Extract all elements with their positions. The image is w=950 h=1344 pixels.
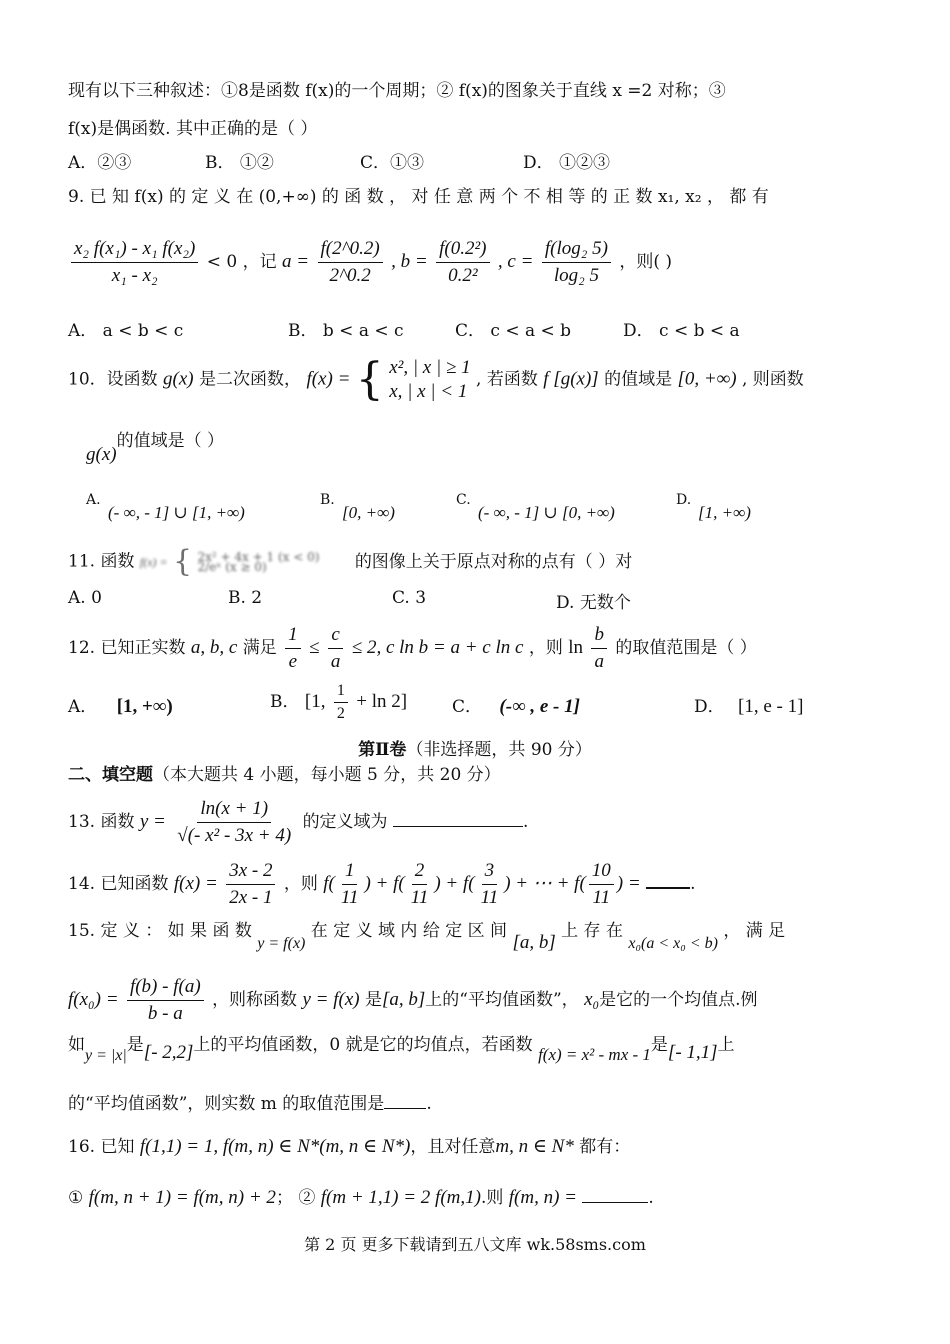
q9-c-label: , c = bbox=[497, 251, 534, 272]
q16-eq2: f(m + 1,1) = 2 f(m,1) bbox=[320, 1187, 481, 1208]
q15-line2-d: 是它的一个均值点.例 bbox=[599, 990, 758, 1010]
q10-option-d-label: D. bbox=[676, 492, 692, 508]
q14-d10: 11 bbox=[592, 887, 611, 908]
q10-option-b-label: B. bbox=[320, 492, 335, 508]
q12-option-a bbox=[68, 692, 173, 718]
q16-circle-1: ① bbox=[68, 1188, 84, 1208]
q12-option-c-label: C． bbox=[452, 697, 483, 717]
q14-answer-blank[interactable] bbox=[646, 869, 690, 889]
q12-cond2: ≤ 2, c ln b = a + c ln c bbox=[351, 637, 524, 658]
q12-f1-den: e bbox=[288, 651, 298, 672]
q14-eq: ) = bbox=[616, 873, 641, 894]
q9-option-b: B． b < a < c bbox=[288, 321, 404, 341]
q10-range: [0, +∞) bbox=[677, 368, 737, 390]
q12-option-b bbox=[270, 682, 407, 723]
q13-line: 13. 函数 y = $\frac{\ln(x + 1)}{\text{√(- x² - 3x + 4)}}$ 的定义域为 . bbox=[68, 798, 529, 846]
q14-plus-1: ) + f( bbox=[364, 873, 405, 894]
q8-line1: 现有以下三种叙述：①8是函数 f(x)的一个周期；② f(x)的图象关于直线 x =2 对称；③ bbox=[68, 81, 726, 101]
q12-option-c bbox=[452, 692, 580, 718]
q14-d1: 11 bbox=[340, 887, 359, 908]
q9-line1: 9. 已 知 f(x) 的 定 义 在 (0,+∞) 的 函 数 ， 对 任 意 两 个 不 相 等 的 正 数 x₁, x₂ ， 都 有 bbox=[68, 187, 769, 207]
q9-cond-tail: < 0 ，记 bbox=[206, 252, 277, 272]
q15-line3-d: 是 bbox=[650, 1035, 668, 1055]
q12-cond: 满足 bbox=[242, 638, 277, 658]
q10-then: , 则函数 bbox=[741, 369, 804, 390]
q12-f2-den: a bbox=[330, 651, 341, 672]
q15-int1: [- 2,2] bbox=[143, 1042, 194, 1063]
q14-d3: 11 bbox=[480, 887, 499, 908]
q10-after: , 若函数 bbox=[476, 369, 538, 390]
q9-b-label: , b = bbox=[391, 251, 428, 272]
q15-line2-a: ，则称函数 bbox=[212, 990, 298, 1010]
q15-line1 bbox=[68, 920, 882, 960]
page-footer: 第 2 页 更多下载请到五八文库 wk.58sms.com bbox=[304, 1235, 646, 1254]
q12-ln: ln bbox=[568, 637, 584, 658]
q8-option-c: C．①③ bbox=[360, 153, 425, 173]
q15-ab-2: [a, b] bbox=[382, 989, 426, 1010]
q10-mid: 是二次函数， bbox=[199, 369, 302, 390]
q14-line: 14. 已知函数 f(x) = $\frac{3x - 2}{2x - 1}$ ，则 f( $\frac{1}{11}$ ) + f( $\frac{2}{11}$ ) + f( $\frac{3}{11}$ ) + ⋯ + f( $\frac{10}{11}$ ) = . bbox=[68, 860, 696, 908]
q10-brace: { bbox=[355, 354, 384, 405]
part2-subtitle: （非选择题，共 90 分） bbox=[406, 740, 592, 760]
q10-case1: x², | x | ≥ 1 bbox=[389, 357, 471, 378]
q13-tail: 的定义域为 bbox=[302, 812, 388, 832]
q9-a-fraction bbox=[318, 238, 383, 287]
q15-line2-c: 上的“平均值函数”， bbox=[425, 990, 579, 1010]
q12-le: ≤ bbox=[309, 637, 320, 658]
q15-x0: x₀(a < x₀ < b) bbox=[628, 935, 718, 952]
q9-b-fraction bbox=[436, 238, 489, 287]
q14-d2: 11 bbox=[410, 887, 429, 908]
q16-answer-blank[interactable] bbox=[582, 1184, 648, 1203]
q10-option-b: [0, +∞) bbox=[342, 503, 395, 522]
q9-cond-den: x₁ - x₂ bbox=[111, 265, 158, 286]
q13-y: y = bbox=[139, 811, 166, 832]
q12-f3-den: a bbox=[594, 651, 604, 672]
q9-a-num: f(2^0.2) bbox=[318, 238, 383, 263]
q11-option-c: C. 3 bbox=[392, 588, 427, 608]
q11-lead: 11. 函数 bbox=[68, 551, 135, 572]
q15-line4: 的“平均值函数”，则实数 m 的取值范围是 . bbox=[68, 1090, 882, 1115]
q15-fx0: f(x₀) = bbox=[68, 989, 119, 1010]
q12-f1-num: 1 bbox=[285, 624, 301, 649]
q15-line4-text: 的“平均值函数”，则实数 m 的取值范围是 bbox=[68, 1094, 385, 1114]
q12-option-a-value: [1, +∞) bbox=[116, 696, 173, 717]
q12-then: ，则 bbox=[528, 638, 563, 658]
q8-line2: f(x)是偶函数. 其中正确的是（ ） bbox=[68, 119, 318, 139]
q10-line1 bbox=[68, 356, 882, 412]
q9-line2 bbox=[68, 238, 882, 294]
q12-fraction-3 bbox=[591, 624, 607, 673]
q9-c-den: log₂ 5 bbox=[553, 265, 599, 286]
q16-line1-b: ，且对任意 bbox=[410, 1137, 496, 1157]
q15-answer-blank[interactable] bbox=[384, 1090, 426, 1109]
q12-option-b-pre: [1, bbox=[304, 691, 326, 712]
q14-plus-2: ) + f( bbox=[434, 873, 475, 894]
q10-option-c: (- ∞, - 1] ∪ [0, +∞) bbox=[478, 503, 615, 522]
q15-ab: [a, b] bbox=[512, 932, 556, 953]
q12-lead: 12. 已知正实数 bbox=[68, 638, 186, 658]
q15-line2-b: 是 bbox=[365, 990, 382, 1010]
q12-vars: a, b, c bbox=[190, 637, 238, 658]
q15-fm: f(x) = x² - mx - 1 bbox=[538, 1045, 651, 1064]
q15-fraction bbox=[127, 976, 204, 1025]
q10-lead: 10．设函数 bbox=[68, 369, 158, 390]
q9-c-fraction bbox=[542, 238, 611, 287]
q12-option-b-num: 1 bbox=[334, 682, 348, 703]
q14-term-10 bbox=[589, 860, 614, 909]
q14-n3: 3 bbox=[482, 860, 498, 885]
q10-case2: x, | x | < 1 bbox=[389, 381, 468, 402]
q9-b-den: 0.2² bbox=[448, 265, 478, 286]
section-heading bbox=[68, 764, 882, 786]
q14-n10: 10 bbox=[589, 860, 614, 885]
q10-g: g(x) bbox=[163, 368, 194, 390]
q14-term-2 bbox=[408, 860, 432, 909]
q14-term-3 bbox=[478, 860, 502, 909]
q12-option-b-fraction bbox=[334, 682, 348, 723]
q13-fraction bbox=[174, 798, 294, 847]
q16-sep: ； ② bbox=[275, 1188, 316, 1208]
q15-x0b: x₀ bbox=[584, 989, 600, 1010]
q14-n2: 2 bbox=[412, 860, 428, 885]
q13-den: √(- x² - 3x + 4) bbox=[177, 825, 292, 846]
q12-option-b-post: + ln 2] bbox=[356, 691, 408, 712]
q11-case2: 2/eˣ (x ≥ 0) bbox=[197, 560, 267, 574]
q12-f2-num: c bbox=[328, 624, 342, 649]
q16-mn: m, n ∈ N* bbox=[495, 1136, 574, 1157]
q15-line1-d: ， 满 足 bbox=[723, 921, 786, 941]
q9-b-num: f(0.2²) bbox=[436, 238, 489, 263]
q14-dots: ) + ⋯ + f( bbox=[504, 873, 586, 894]
q15-line1-a: 15. 定 义 ： 如 果 函 数 bbox=[68, 921, 252, 941]
q16-then: .则 bbox=[480, 1188, 504, 1208]
q15-yfx: y = f(x) bbox=[257, 935, 306, 952]
part2-title: 第Ⅱ卷 bbox=[358, 740, 407, 760]
q12-option-c-value: (-∞ , e - 1] bbox=[499, 696, 580, 717]
q16-eq1: f(m, n + 1) = f(m, n) + 2 bbox=[88, 1187, 276, 1208]
q10-cases bbox=[389, 356, 470, 404]
q12-f3-num: b bbox=[591, 624, 607, 649]
q10-line2-g: g(x) bbox=[86, 444, 117, 465]
q11-option-b: B. 2 bbox=[228, 588, 263, 608]
q11-tail: 的图像上关于原点对称的点有（ ）对 bbox=[354, 551, 633, 572]
q14-den: 2x - 1 bbox=[229, 887, 273, 908]
q10-option-a: (- ∞, - 1] ∪ [1, +∞) bbox=[108, 503, 245, 522]
part2-heading bbox=[0, 735, 950, 760]
q15-int2: [- 1,1] bbox=[667, 1042, 718, 1063]
q10-range-text: 的值域是 bbox=[604, 369, 673, 390]
q8-option-a: A．②③ bbox=[68, 153, 132, 173]
q14-then: ，则 bbox=[283, 874, 318, 894]
q15-den: b - a bbox=[147, 1003, 183, 1024]
q11-option-a: A. 0 bbox=[68, 588, 102, 608]
q11-case1: 2x² + 4x + 1 (x < 0) bbox=[197, 550, 320, 564]
q14-lead: 14. 已知函数 bbox=[68, 874, 169, 894]
q10-fx: f(x) = bbox=[306, 368, 351, 390]
q14-fx: f(x) = bbox=[173, 873, 218, 894]
q15-num: f(b) - f(a) bbox=[127, 976, 204, 1001]
q13-num: ln(x + 1) bbox=[197, 798, 271, 823]
q15-line1-b: 在 定 义 域 内 给 定 区 间 bbox=[310, 921, 508, 941]
q12-option-b-label: B． bbox=[270, 692, 300, 712]
q15-line3 bbox=[68, 1034, 882, 1074]
q12-line1 bbox=[68, 624, 882, 676]
q10-option-c-label: C. bbox=[456, 492, 471, 508]
q9-option-c: C． c < a < b bbox=[455, 321, 572, 341]
q10-line2-text: 的值域是（ ） bbox=[116, 431, 224, 451]
q15-line3-e: 上 bbox=[717, 1035, 735, 1055]
q10-fg: f [g(x)] bbox=[543, 368, 599, 390]
q15-line3-b: 是 bbox=[126, 1035, 144, 1055]
q11-blurred-cases bbox=[198, 552, 320, 572]
q16-ask: f(m, n) = bbox=[508, 1187, 577, 1208]
q9-option-d: D． c < b < a bbox=[623, 321, 740, 341]
q14-term-1 bbox=[338, 860, 362, 909]
q15-line3-a: 如 bbox=[68, 1035, 85, 1055]
q11-line1 bbox=[68, 544, 882, 579]
q12-option-d-value: [1, e - 1] bbox=[738, 696, 804, 717]
q9-a-den: 2^0.2 bbox=[329, 265, 371, 286]
q14-fraction bbox=[226, 860, 275, 909]
q9-a-label: a = bbox=[282, 251, 310, 272]
q11-brace: { bbox=[173, 544, 193, 579]
q15-line2 bbox=[68, 976, 882, 1030]
q16-line1-a: 16. 已知 bbox=[68, 1137, 135, 1157]
q9-cond-num: x₂ f(x₁) - x₁ f(x₂) bbox=[71, 238, 198, 263]
q13-answer-blank[interactable] bbox=[393, 808, 523, 827]
section-title: 二、填空题 bbox=[68, 765, 153, 785]
q8-option-b: B． ①② bbox=[205, 153, 274, 173]
q10-option-a-label: A. bbox=[86, 492, 101, 508]
q12-tail: 的取值范围是（ ） bbox=[615, 638, 757, 658]
q8-option-d: D． ①②③ bbox=[523, 153, 611, 173]
q9-tail: ，则( ) bbox=[619, 252, 672, 272]
q12-fraction-1 bbox=[285, 624, 301, 673]
q12-option-a-label: A． bbox=[68, 697, 98, 717]
section-note: （本大题共 4 小题，每小题 5 分，共 20 分） bbox=[153, 765, 501, 785]
q13-lead: 13. 函数 bbox=[68, 812, 135, 832]
q10-line2 bbox=[68, 430, 882, 465]
q12-option-b-den: 2 bbox=[336, 705, 345, 722]
q16-line2: ① f(m, n + 1) = f(m, n) + 2； ② f(m + 1,1) = 2 f(m,1).则 f(m, n) = . bbox=[68, 1184, 882, 1209]
q15-yabs: y = |x| bbox=[85, 1047, 127, 1064]
q10-option-d: [1, +∞) bbox=[698, 503, 751, 522]
q12-option-d bbox=[694, 692, 803, 718]
q12-fraction-2 bbox=[328, 624, 344, 673]
q14-num: 3x - 2 bbox=[226, 860, 275, 885]
q11-option-d: D. 无数个 bbox=[556, 593, 631, 613]
q16-f11: f(1,1) = 1, f(m, n) ∈ N*(m, n ∈ N*) bbox=[139, 1136, 411, 1157]
q9-c-num: f(log₂ 5) bbox=[542, 238, 611, 263]
q14-n1: 1 bbox=[342, 860, 358, 885]
q14-sum-pre: f( bbox=[323, 873, 335, 894]
q11-fx-blurred: f(x) = bbox=[139, 555, 168, 569]
q9-condition-fraction bbox=[71, 238, 198, 287]
q15-line1-c: 上 存 在 bbox=[561, 921, 623, 941]
q15-line3-c: 上的平均值函数，0 就是它的均值点，若函数 bbox=[193, 1035, 533, 1055]
q12-option-d-label: D． bbox=[694, 697, 725, 717]
q15-yfx-2: y = f(x) bbox=[302, 989, 360, 1010]
q16-line1-c: 都有： bbox=[579, 1137, 631, 1157]
q9-option-a: A． a < b < c bbox=[68, 321, 184, 341]
q16-line1 bbox=[68, 1136, 882, 1158]
